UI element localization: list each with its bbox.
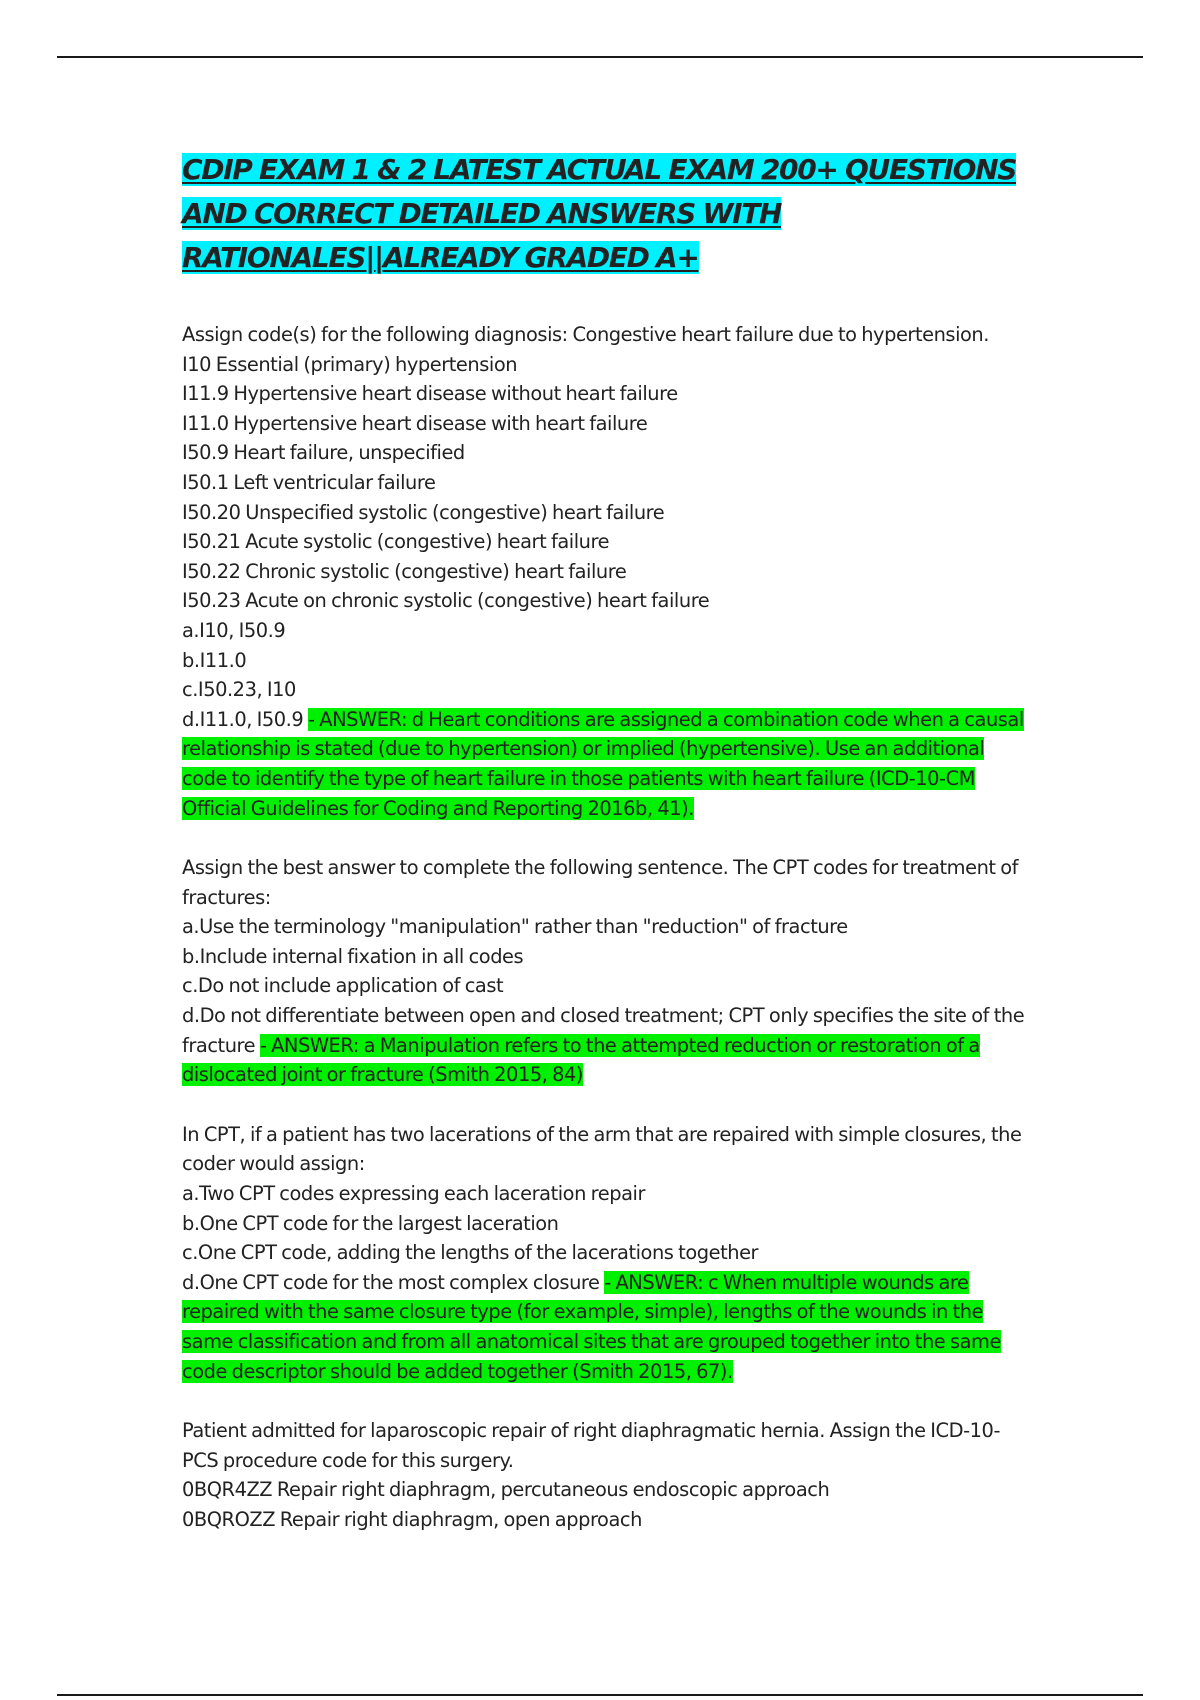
answer-option: c.I50.23, I10 [182,678,296,702]
question-block [182,1120,1032,1386]
document-body [182,148,1032,1565]
question-line: I11.0 Hypertensive heart disease with heart failure [182,411,648,435]
top-divider [57,56,1143,58]
answer-rationale: - ANSWER: c When multiple wounds are repaired with the same closure type (for example, simple), lengths of the wounds in the same classification and from all anatomical sites that are grouped together into the same code descriptor should be added together (Smith 2015, 67). [182,1270,1001,1383]
question-line: I50.20 Unspecified systolic (congestive) heart failure [182,500,665,524]
answer-rationale: - ANSWER: a Manipulation refers to the attempted reduction or restoration of a dislocated joint or fracture (Smith 2015, 84) [182,1033,980,1087]
question-line: 0BQR4ZZ Repair right diaphragm, percutaneous endoscopic approach [182,1478,830,1502]
answer-option: d.Do not differentiate between open and closed treatment; CPT only specifies the site of the fracture [182,1004,1025,1057]
answer-option: c.Do not include application of cast [182,974,504,998]
answer-option: b.Include internal fixation in all codes [182,944,524,968]
answer-option: a.Use the terminology "manipulation" rather than "reduction" of fracture [182,915,848,939]
question-line: 0BQROZZ Repair right diaphragm, open approach [182,1507,642,1531]
question-stem: In CPT, if a patient has two lacerations of the arm that are repaired with simple closures, the coder would assign: [182,1122,1022,1176]
question-line: I50.1 Left ventricular failure [182,470,436,494]
answer-option: c.One CPT code, adding the lengths of the lacerations together [182,1241,759,1265]
answer-option-with-answer [182,1001,1032,1090]
answer-option: a.I10, I50.9 [182,618,286,642]
question-block [182,1416,1032,1534]
answer-option: a.Two CPT codes expressing each laceration repair [182,1182,645,1206]
answer-rationale: - ANSWER: d Heart conditions are assigned a combination code when a causal relationship is stated (due to hypertension) or implied (hypertensive). Use an additional code to identify the type of heart failure in those patients with heart failure (ICD-10-CM Official Guidelines for Coding and Reporting 2016b, 41). [182,707,1024,820]
question-stem: Patient admitted for laparoscopic repair of right diaphragmatic hernia. Assign the ICD-10-PCS procedure code for this surgery. [182,1419,1000,1472]
question-line: I50.21 Acute systolic (congestive) heart failure [182,530,610,554]
document-title: CDIP EXAM 1 & 2 LATEST ACTUAL EXAM 200+ QUESTIONS AND CORRECT DETAILED ANSWERS WITH RATIONALES||ALREADY GRADED A+ [182,153,1017,274]
bottom-divider [57,1694,1143,1696]
question-line: I50.22 Chronic systolic (congestive) heart failure [182,559,627,583]
question-line: I10 Essential (primary) hypertension [182,352,518,376]
question-line: I50.9 Heart failure, unspecified [182,441,465,465]
answer-option: b.One CPT code for the largest laceration [182,1211,559,1235]
answer-option: b.I11.0 [182,648,247,672]
question-stem: Assign code(s) for the following diagnosis: Congestive heart failure due to hypertension. [182,323,989,346]
question-block [182,853,1032,1090]
question-stem: Assign the best answer to complete the following sentence. The CPT codes for treatment of fractures: [182,856,1019,909]
answer-option-with-answer [182,1268,1032,1386]
question-block [182,320,1032,823]
answer-option: d.I11.0, I50.9 [182,707,308,731]
question-line: I50.23 Acute on chronic systolic (congestive) heart failure [182,589,710,613]
answer-option: d.One CPT code for the most complex closure [182,1270,605,1294]
question-line: I11.9 Hypertensive heart disease without heart failure [182,382,678,406]
answer-option-with-answer [182,705,1032,823]
